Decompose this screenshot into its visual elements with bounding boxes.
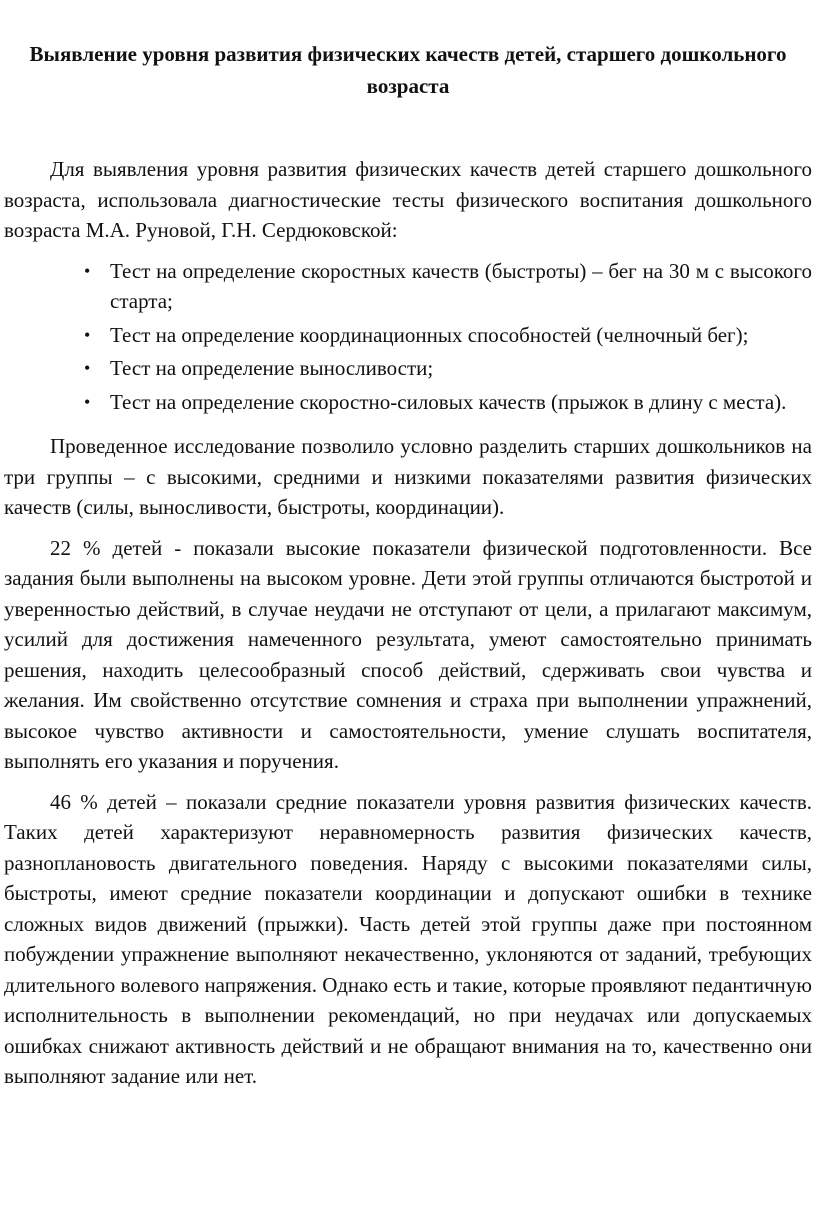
intro-paragraph: Для выявления уровня развития физических качеств детей старшего дошкольного возраста, использовала диагностические тесты физического воспитания дошкольного возраста М.А. Руновой, Г.Н. Сердюковской: xyxy=(4,157,812,242)
list-item xyxy=(4,387,812,418)
groups-paragraph: Проведенное исследование позволило условно разделить старших дошкольников на три группы – с высокими, средними и низкими показателями развития физических качеств (силы, выносливости, быстроты, координации). xyxy=(4,434,812,519)
list-item xyxy=(4,353,812,384)
bullet-icon: • xyxy=(84,391,91,412)
bullet-icon: • xyxy=(84,260,91,281)
list-item xyxy=(4,320,812,351)
list-item xyxy=(4,256,812,317)
high-level-paragraph: 22 % детей - показали высокие показатели физической подготовленности. Все задания были выполнены на высоком уровне. Дети этой группы отличаются быстротой и уверенностью действий, в случае неудачи не отступают от цели, а прилагают максимум, усилий для достижения намеченного результата, умеют самостоятельно принимать решения, находить целесообразный способ действий, сдерживать свои чувства и желания. Им свойственно отсутствие сомнения и страха при выполнении упражнений, высокое чувство активности и самостоятельности, умение слушать воспитателя, выполнять его указания и поручения. xyxy=(4,535,812,773)
test-text: Тест на определение скоростных качеств (быстроты) – бег на 30 м с высокого старта; xyxy=(110,258,812,313)
document-title: Выявление уровня развития физических качеств детей, старшего дошкольного возраста xyxy=(29,42,787,98)
bullet-icon: • xyxy=(84,324,91,345)
test-text: Тест на определение скоростно-силовых качеств (прыжок в длину с места). xyxy=(110,389,787,414)
test-text: Тест на определение координационных способностей (челночный бег); xyxy=(110,322,749,347)
test-text: Тест на определение выносливости; xyxy=(110,356,434,380)
medium-level-paragraph: 46 % детей – показали средние показатели уровня развития физических качеств. Таких детей характеризуют неравномерность развития физических качеств, разноплановость двигательного поведения. Наряду с высокими показателями силы, быстроты, имеют средние показатели координации и допускают ошибки в технике сложных видов движений (прыжки). Часть детей этой группы даже при постоянном побуждении упражнение выполняют некачественно, уклоняются от заданий, требующих длительного волевого напряжения. Однако есть и такие, которые проявляют педантичную исполнительность в выполнении рекомендаций, но при неудачах или допускаемых ошибках снижают активность действий и не обращают внимания на то, качественно они выполняют задание или нет. xyxy=(4,789,812,1088)
tests-list xyxy=(4,256,812,418)
bullet-icon: • xyxy=(84,358,91,378)
